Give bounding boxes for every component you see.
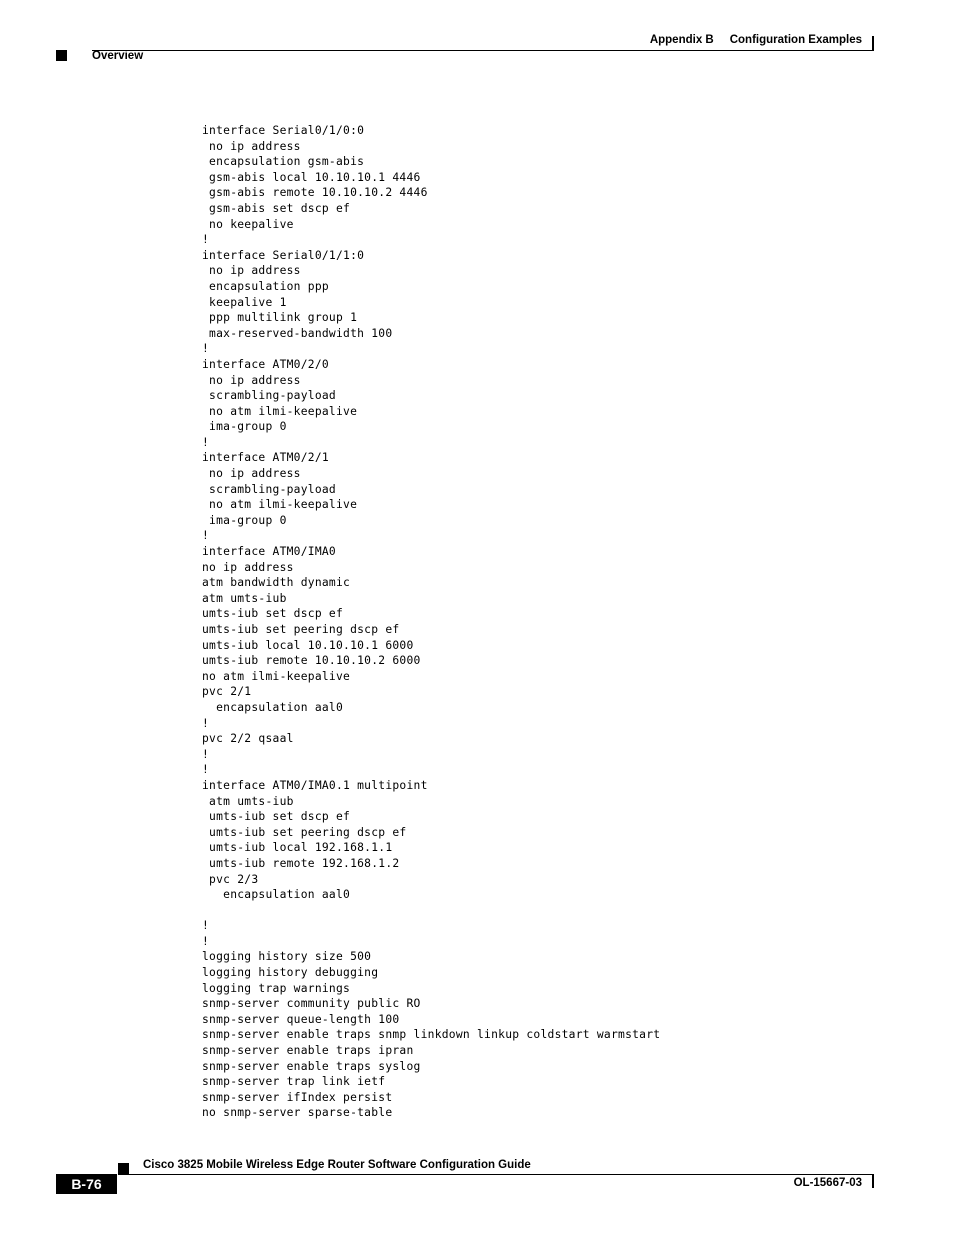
footer-tick-mark: [872, 1174, 874, 1188]
code-line: snmp-server community public RO: [202, 997, 421, 1011]
footer-rule: [118, 1174, 874, 1175]
code-line: pvc 2/3: [202, 872, 259, 886]
code-line: gsm-abis set dscp ef: [202, 201, 351, 215]
code-line: umts-iub local 10.10.10.1 6000: [202, 638, 414, 652]
code-line: no atm ilmi-keepalive: [202, 404, 358, 418]
code-line: atm umts-iub: [202, 591, 287, 605]
code-line: no atm ilmi-keepalive: [202, 669, 351, 683]
code-line: atm bandwidth dynamic: [202, 576, 351, 590]
code-line: snmp-server trap link ietf: [202, 1075, 386, 1089]
code-line: umts-iub set dscp ef: [202, 607, 344, 621]
code-line: umts-iub remote 192.168.1.2: [202, 856, 400, 870]
code-line: ima-group 0: [202, 420, 287, 434]
code-line: !: [202, 934, 210, 948]
code-line: !: [202, 919, 210, 933]
code-line: logging trap warnings: [202, 981, 351, 995]
code-line: no ip address: [202, 560, 294, 574]
footer-square-marker: [118, 1163, 129, 1174]
code-line: no ip address: [202, 264, 301, 278]
code-line: !: [202, 529, 210, 543]
code-line: gsm-abis local 10.10.10.1 4446: [202, 170, 421, 184]
code-line: !: [202, 342, 210, 356]
code-line: interface Serial0/1/1:0: [202, 248, 365, 262]
code-line: encapsulation ppp: [202, 279, 329, 293]
code-line: snmp-server queue-length 100: [202, 1012, 400, 1026]
code-line: snmp-server enable traps snmp linkdown linkup coldstart warmstart: [202, 1028, 661, 1042]
code-line: !: [202, 716, 210, 730]
code-line: logging history size 500: [202, 950, 372, 964]
code-line: umts-iub remote 10.10.10.2 6000: [202, 654, 421, 668]
code-line: no atm ilmi-keepalive: [202, 498, 358, 512]
code-line: encapsulation aal0: [202, 888, 351, 902]
header-tick-mark: [872, 36, 874, 51]
header-rule: [92, 50, 874, 51]
code-line: ppp multilink group 1: [202, 311, 358, 325]
page-number: B-76: [56, 1174, 117, 1194]
code-line: interface ATM0/2/0: [202, 357, 329, 371]
section-name: Overview: [92, 50, 144, 62]
code-line: ima-group 0: [202, 513, 287, 527]
code-line: encapsulation aal0: [202, 700, 344, 714]
code-line: max-reserved-bandwidth 100: [202, 326, 393, 340]
code-line: keepalive 1: [202, 295, 287, 309]
code-line: pvc 2/1: [202, 685, 252, 699]
code-line: umts-iub set dscp ef: [202, 810, 351, 824]
code-line: scrambling-payload: [202, 389, 336, 403]
running-header: [650, 34, 862, 46]
code-line: no ip address: [202, 467, 301, 481]
code-line: logging history debugging: [202, 966, 379, 980]
guide-title: Cisco 3825 Mobile Wireless Edge Router Software Configuration Guide: [143, 1159, 531, 1171]
code-line: no ip address: [202, 139, 301, 153]
code-line: interface ATM0/IMA0.1 multipoint: [202, 778, 428, 792]
code-line: snmp-server enable traps ipran: [202, 1044, 414, 1058]
header-square-marker: [56, 50, 67, 61]
code-line: pvc 2/2 qsaal: [202, 732, 294, 746]
code-line: !: [202, 747, 210, 761]
code-line: !: [202, 763, 210, 777]
code-line: no keepalive: [202, 217, 294, 231]
code-line: umts-iub set peering dscp ef: [202, 623, 400, 636]
code-line: interface Serial0/1/0:0: [202, 124, 365, 137]
code-line: no snmp-server sparse-table: [202, 1106, 393, 1120]
config-code-block: [202, 123, 660, 1121]
code-line: umts-iub set peering dscp ef: [202, 825, 407, 839]
code-line: interface ATM0/IMA0: [202, 545, 336, 559]
code-line: no ip address: [202, 373, 301, 387]
code-line: interface ATM0/2/1: [202, 451, 329, 465]
document-number: OL-15667-03: [793, 1177, 862, 1189]
code-line: scrambling-payload: [202, 482, 336, 496]
chapter-label: Appendix B: [649, 34, 714, 46]
code-line: !: [202, 435, 210, 449]
chapter-title: Configuration Examples: [729, 34, 862, 46]
code-line: !: [202, 233, 210, 247]
code-line: snmp-server ifIndex persist: [202, 1090, 393, 1104]
code-line: encapsulation gsm-abis: [202, 155, 365, 169]
code-line: snmp-server enable traps syslog: [202, 1059, 421, 1073]
code-line: [202, 903, 660, 919]
code-line: umts-iub local 192.168.1.1: [202, 841, 393, 855]
code-line: atm umts-iub: [202, 794, 294, 808]
code-line: gsm-abis remote 10.10.10.2 4446: [202, 186, 428, 200]
